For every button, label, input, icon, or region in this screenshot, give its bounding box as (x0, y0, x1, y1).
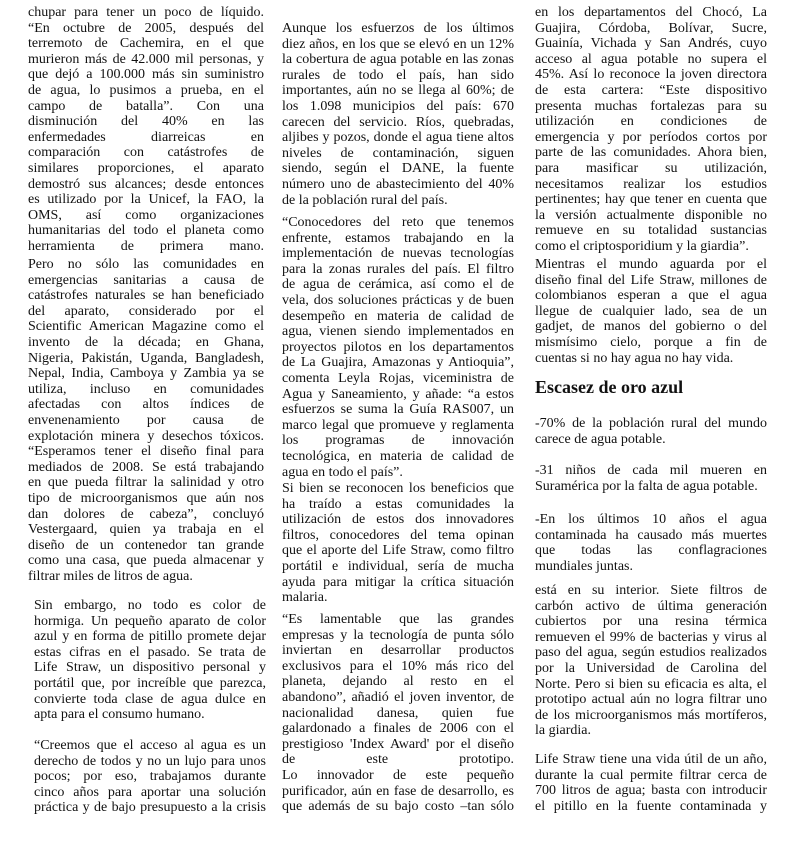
text-line: -En los últimos 10 años el agua (535, 512, 767, 527)
text-line: durante la cual permite filtrar cerca de (535, 767, 767, 783)
sidebar-heading: Escasez de oro azul (535, 377, 684, 397)
article-paragraph (34, 598, 266, 723)
text-line: como el criptosporidium y la giardia”. (535, 238, 749, 254)
article-paragraph (535, 257, 767, 366)
text-line: ayuda para mitigar la crítica situación (282, 574, 514, 590)
text-line: es utilizado por la Unicef, la FAO, la (28, 192, 264, 208)
text-line: malaria. (282, 590, 328, 606)
text-line: carecen del servicio. Ríos, quebradas, (282, 114, 514, 130)
text-line: Sin embargo, no todo es color de (34, 598, 266, 613)
text-line: afectadas con altos índices de (28, 397, 264, 413)
text-line: Si bien se reconocen los beneficios que (282, 481, 514, 496)
text-line: Lo innovador de este pequeño (282, 767, 514, 783)
text-line: “Esperamos tener el diseño final para (28, 444, 264, 460)
text-line: 700 litros de agua; basta con introducir (535, 783, 767, 799)
text-line: utilización de estos dos innovadores (282, 512, 514, 528)
text-line: Nigeria, Pakistán, Uganda, Bangladesh, (28, 350, 264, 366)
text-line: prototipo actual aún no logra filtrar uno (535, 692, 767, 708)
text-line: remueven el 99% de bacterias y virus al (535, 629, 767, 645)
text-line: paso del agua, según estudios realizados (535, 645, 767, 661)
text-line: galardonado a finales de 2006 con el (282, 721, 514, 737)
text-line: dan dolores de cabeza”, concluyó (28, 506, 264, 522)
text-line: envenenamiento por causa de (28, 412, 264, 428)
text-line: de La Guajira, Amazonas y Antioquia”, (282, 355, 514, 371)
text-line: práctica y de bajo presupuesto a la crisis (34, 800, 266, 816)
text-line: esfuerzos se suma la Guía RAS007, un (282, 402, 514, 418)
text-line: cuentas si no hay agua no hay vida. (535, 350, 734, 366)
text-line: OMS, así como organizaciones (28, 207, 264, 223)
text-line: los programas de innovación (282, 433, 514, 449)
text-line: diseño final del Life Straw, millones de (535, 272, 767, 288)
text-line: Suramérica por la falta de agua potable. (535, 478, 758, 494)
text-line: que además de su bajo costo –tan sólo (282, 799, 514, 815)
text-line: la versión actualmente disponible no (535, 207, 767, 223)
text-line: Guainía, Vichada y San Andrés, cuyo (535, 36, 767, 52)
text-line: el pitillo en la fuente contaminada y (535, 798, 767, 814)
text-line: pocos; por eso, trabajamos durante (34, 769, 266, 785)
text-line: Life Straw, un dispositivo personal y (34, 660, 266, 676)
text-line: de agua, lo pusimos a prueba, en el (28, 82, 264, 98)
text-line: Mientras el mundo aguarda por el (535, 257, 767, 272)
text-line: que todas las conflagraciones (535, 543, 767, 559)
text-line: filtros, conocedores del tema opinan (282, 527, 514, 543)
text-line: ha traído a estas comunidades la (282, 496, 514, 512)
text-line: exclusivos para el 10% más rico del (282, 658, 514, 674)
text-line: -70% de la población rural del mundo (535, 416, 767, 431)
text-line: de los microorganismos más mortíferos, (535, 707, 767, 723)
text-line: marco legal que promueve y reglamenta (282, 417, 514, 433)
text-line: utiliza, incluso en comunidades (28, 381, 264, 397)
text-line: remueve en su totalidad sustancias (535, 223, 767, 239)
article-paragraph (282, 21, 514, 208)
fact-item (535, 463, 767, 494)
text-line: la cobertura de agua potable en las zonas (282, 52, 514, 68)
article-paragraph (535, 752, 767, 814)
text-line: en los departamentos del Chocó, La (535, 5, 767, 20)
text-line: diez años, en los que se elevó en un 12% (282, 36, 514, 52)
article-paragraph (34, 738, 266, 816)
text-line: gadjet, de manos del gobierno o del (535, 319, 767, 335)
text-line: para la zonas rurales del país. El filtro (282, 261, 514, 277)
text-line: niveles de contaminación, siguen (282, 145, 514, 161)
text-line: convierte toda clase de agua dulce en (34, 691, 266, 707)
text-line: empresas y la tecnología de punta sólo (282, 627, 514, 643)
text-line: prestigioso 'Index Award' por el diseño (282, 736, 514, 752)
text-line: cinco años para aportar una solución (34, 784, 266, 800)
text-line: similares proporciones, el aparato (28, 160, 264, 176)
text-line: “En octubre de 2005, después del (28, 20, 264, 36)
text-line: enfermedades diarreicas en (28, 129, 264, 145)
text-line: Pero no sólo las comunidades en (28, 257, 264, 272)
text-line: mundiales juntas. (535, 558, 633, 574)
text-line: disminución del 40% en las (28, 114, 264, 130)
text-line: Vestergaard, quien ya trabaja en el (28, 522, 264, 538)
text-line: llegue de cualquier lado, sea de un (535, 303, 767, 319)
text-line: abandono”, añadió el joven inventor, de (282, 689, 514, 705)
text-line: planeta, dejando al resto en el (282, 674, 514, 690)
text-line: la giardia. (535, 723, 591, 739)
text-line: agua, vienen siendo implementados en (282, 324, 514, 340)
text-line: necesitamos realizar los estudios (535, 176, 767, 192)
text-line: portátil e individual, sería de mucha (282, 558, 514, 574)
text-line: acceso al agua potable no supera el (535, 51, 767, 67)
text-line: pertinentes; hay que tener en cuenta que (535, 192, 767, 208)
text-line: de esta cartera: “Este dispositivo (535, 82, 767, 98)
text-line: Life Straw tiene una vida útil de un año, (535, 752, 767, 767)
text-line: -31 niños de cada mil mueren en (535, 463, 767, 478)
text-line: derecho de todos y no un lujo para unos (34, 753, 266, 769)
text-line: nacionalidad danesa, quien fue (282, 705, 514, 721)
text-line: proyectos pilotos en los departamentos (282, 339, 514, 355)
text-line: está en su interior. Siete filtros de (535, 583, 767, 598)
text-line: Nepal, India, Camboya y Zambia ya se (28, 366, 264, 382)
text-line: los 1.098 municipios del país: 670 (282, 98, 514, 114)
text-line: 45%. Así lo reconoce la joven directora (535, 67, 767, 83)
text-line: tipo de microorganismos que aún nos (28, 490, 264, 506)
text-line: que el aporte del Life Straw, como filtro (282, 543, 514, 559)
text-line: enfrente, estamos trabajando en la (282, 230, 514, 246)
text-line: presenta muchas fortalezas para su (535, 98, 767, 114)
text-line: agua en todo el país”. (282, 464, 403, 480)
text-line: murieron más de 42.000 mil personas, y (28, 51, 264, 67)
text-line: terremoto de Cachemira, en el que (28, 36, 264, 52)
text-line: de este prototipo. (282, 752, 514, 768)
text-line: humanitarias del todo el planeta como (28, 223, 264, 239)
text-line: siendo, según el DANE, la fuente (282, 161, 514, 177)
article-paragraph (28, 5, 264, 255)
text-line: de la población rural del país. (282, 192, 448, 208)
text-line: Aunque los esfuerzos de los últimos (282, 21, 514, 36)
text-line: explotación minera y desechos tóxicos. (28, 428, 264, 444)
article-paragraph (282, 612, 514, 815)
text-line: del aparato, considerado por el (28, 303, 264, 319)
text-line: mediados de 2008. Se está trabajando (28, 459, 264, 475)
article-paragraph (282, 481, 514, 606)
text-line: vela, dos soluciones prácticas y de buen (282, 292, 514, 308)
text-line: como una casa, que pueda almacenar y (28, 553, 264, 569)
text-line: que dejó a 100.000 más sin suministro (28, 67, 264, 83)
text-line: implementación de nuevas tecnologías (282, 246, 514, 262)
text-line: diseño de un contenedor tan grande (28, 537, 264, 553)
text-line: de agua de cerámica, así como el de (282, 277, 514, 293)
text-line: estas cifras en el pasado. Se trata de (34, 644, 266, 660)
text-line: aljibes y pozos, donde el agua tiene altos (282, 130, 514, 146)
text-line: “Es lamentable que las grandes (282, 612, 514, 627)
text-line: emergencia y por períodos cortos por (535, 129, 767, 145)
text-line: emergencias sanitarias a causa de (28, 272, 264, 288)
text-line: cubiertos por una resina térmica (535, 614, 767, 630)
text-line: rurales de todo el país, han sido (282, 67, 514, 83)
text-line: chupar para tener un poco de líquido. (28, 5, 264, 20)
fact-item (535, 512, 767, 574)
text-line: demostró sus alcances; desde entonces (28, 176, 264, 192)
text-line: por la Universidad de Carolina del (535, 660, 767, 676)
text-line: Agua y Saneamiento, y añade: “a estos (282, 386, 514, 402)
text-line: para masificar su utilización, (535, 160, 767, 176)
text-line: hormiga. Un pequeño aparato de color (34, 613, 266, 629)
text-line: colombianos esperan a que el agua (535, 288, 767, 304)
text-line: “Creemos que el acceso al agua es un (34, 738, 266, 753)
text-line: portátil que, por increíble que parezca, (34, 675, 266, 691)
text-line: en que pueda filtrar la salinidad y otro (28, 475, 264, 491)
text-line: comenta Leyla Rojas, viceministra de (282, 370, 514, 386)
text-line: purificador, aún en fase de desarrollo, es (282, 783, 514, 799)
text-line: mismísimo cielo, porque a fin de (535, 334, 767, 350)
text-line: carbón activo de última generación (535, 598, 767, 614)
text-line: filtrar miles de litros de agua. (28, 568, 193, 584)
article-paragraph (28, 257, 264, 584)
text-line: herramienta de primera mano. (28, 238, 264, 254)
text-line: “Conocedores del reto que tenemos (282, 215, 514, 230)
text-line: Scientific American Magazine como el (28, 319, 264, 335)
text-line: utilización en condiciones de (535, 114, 767, 130)
text-line: inviertan en desarrollar productos (282, 643, 514, 659)
text-line: comparación con catástrofes de (28, 145, 264, 161)
text-line: tecnológica, en materia de calidad de (282, 448, 514, 464)
text-line: campo de batalla”. Con una (28, 98, 264, 114)
text-line: catástrofes naturales se han beneficiado (28, 288, 264, 304)
article-paragraph (282, 215, 514, 480)
article-paragraph (535, 583, 767, 739)
text-line: carece de agua potable. (535, 431, 666, 447)
text-line: apta para el consumo humano. (34, 707, 205, 723)
text-line: invento de la década; en Ghana, (28, 334, 264, 350)
text-line: importantes, aún no se llega al 60%; de (282, 83, 514, 99)
fact-item (535, 416, 767, 447)
text-line: Guajira, Córdoba, Bolívar, Sucre, (535, 20, 767, 36)
article-paragraph (535, 5, 767, 255)
text-line: azul y en forma de pitillo promete dejar (34, 629, 266, 645)
text-line: parte de las comunidades. Ahora bien, (535, 145, 767, 161)
text-line: número uno de abastecimiento del 40% (282, 176, 514, 192)
text-line: Norte. Pero si bien su eficacia es alta, el (535, 676, 767, 692)
text-line: contaminada ha causado más muertes (535, 527, 767, 543)
text-line: desempeño en materia de calidad de (282, 308, 514, 324)
